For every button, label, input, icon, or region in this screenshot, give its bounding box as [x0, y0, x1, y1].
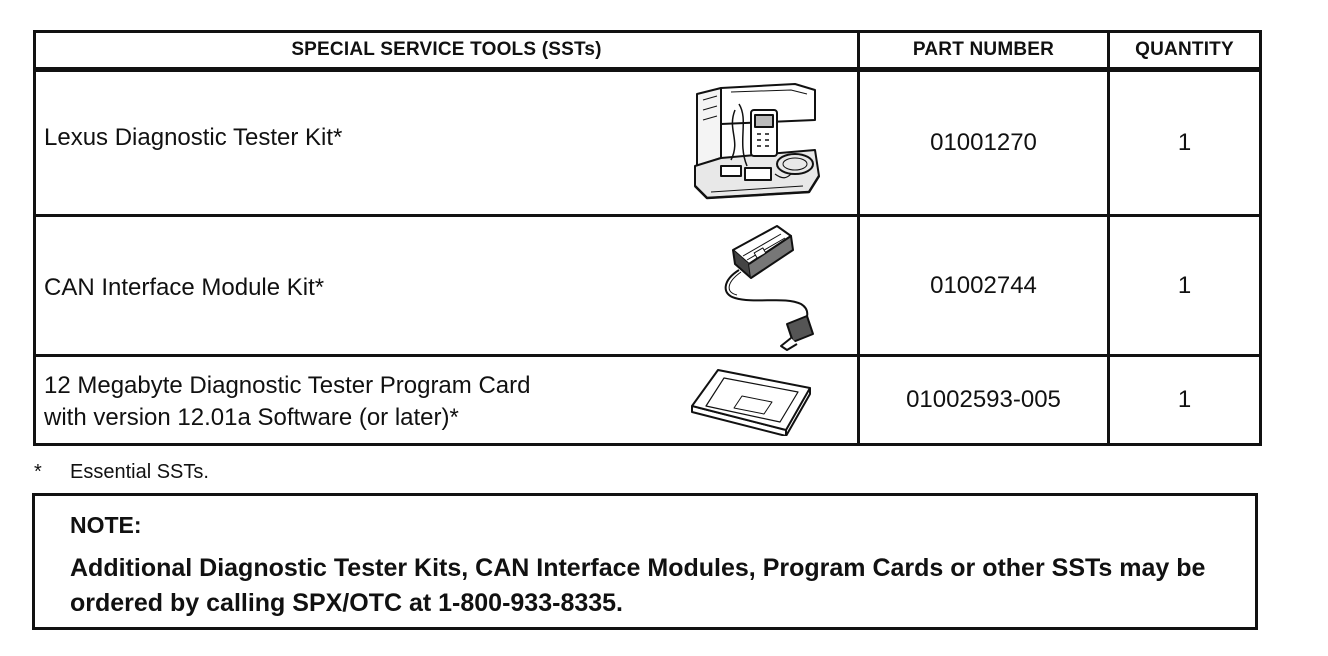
quantity: 1: [1109, 216, 1261, 356]
quantity: 1: [1109, 70, 1261, 216]
note-box: [32, 493, 1258, 630]
note-body: Additional Diagnostic Tester Kits, CAN Interface Modules, Program Cards or other SSTs may be ordered by calling SPX/OTC at 1-800-933-8335.: [70, 554, 1206, 617]
tool-cell: [35, 356, 859, 445]
table-row: [35, 70, 1261, 216]
header-quantity: QUANTITY: [1109, 32, 1261, 70]
tool-name: CAN Interface Module Kit*: [44, 274, 325, 301]
quantity: 1: [1109, 356, 1261, 445]
tool-cell: [35, 70, 859, 216]
diagnostic-tester-kit-image: [691, 80, 825, 204]
part-number: 01002744: [859, 216, 1109, 356]
footnote: [34, 461, 209, 484]
part-number: 01002593-005: [859, 356, 1109, 445]
footnote-text: Essential SSTs.: [70, 461, 209, 483]
tool-name: 12 Megabyte Diagnostic Tester Program Card with version 12.01a Software (or later)*: [44, 372, 531, 431]
tool-cell: [35, 216, 859, 356]
footnote-mark: *: [34, 461, 42, 483]
tool-name: Lexus Diagnostic Tester Kit*: [44, 124, 343, 151]
note-title: NOTE:: [70, 512, 142, 538]
table-row: [35, 356, 1261, 445]
table-header-row: [35, 32, 1261, 70]
part-number: 01001270: [859, 70, 1109, 216]
program-card-image: [688, 366, 814, 436]
header-tools: SPECIAL SERVICE TOOLS (SSTs): [35, 32, 859, 70]
can-interface-module-image: [715, 220, 825, 352]
header-part-number: PART NUMBER: [859, 32, 1109, 70]
sst-table: [33, 30, 1262, 446]
table-row: [35, 216, 1261, 356]
